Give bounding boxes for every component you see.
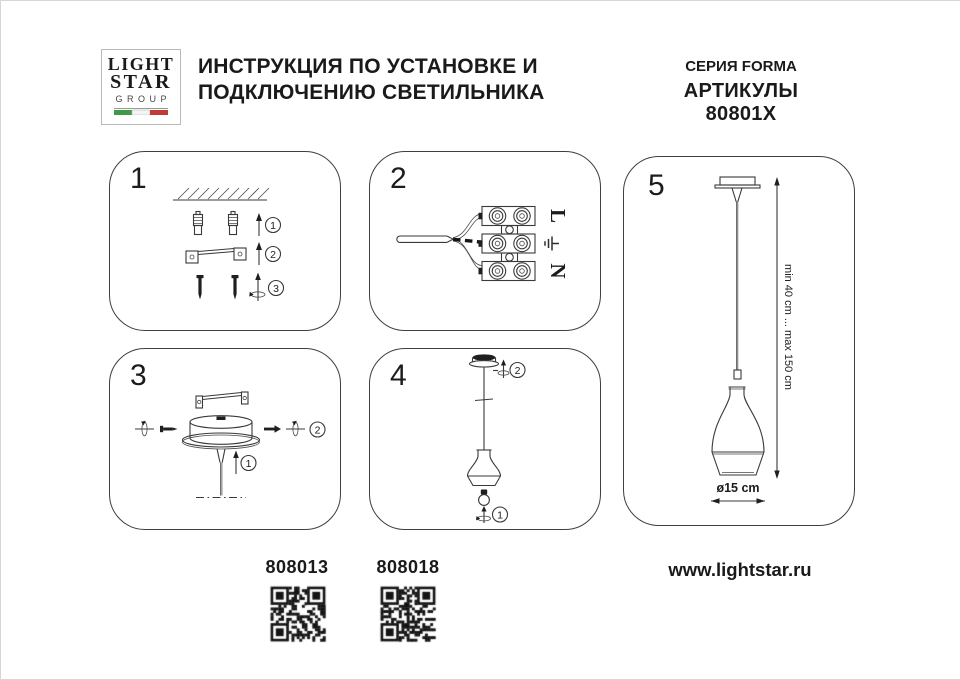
- step-4-illustration: [370, 349, 600, 529]
- svg-text:1: 1: [497, 509, 503, 522]
- step-number-2: 2: [390, 162, 407, 195]
- neutral-terminal-label: N: [546, 263, 570, 279]
- pendant-lamp-icon: [712, 177, 764, 475]
- svg-text:2: 2: [514, 364, 521, 377]
- wire-break-mark: [475, 399, 493, 401]
- step-2-illustration: [370, 152, 600, 330]
- height-dimension-arrow: [774, 177, 779, 479]
- step-number-4: 4: [390, 359, 407, 392]
- step-badge-1: [266, 218, 281, 233]
- suspension-wire-icon: [217, 449, 225, 496]
- step-panel-3: [109, 348, 341, 530]
- bulb-icon: [479, 490, 490, 506]
- step-panel-5: [623, 156, 855, 526]
- arrow-up-icon: [233, 451, 239, 475]
- articles-label: АРТИКУЛЫ 80801X: [683, 80, 799, 125]
- screw-icon: [232, 275, 239, 300]
- screw-icon: [160, 426, 178, 432]
- page-title: [198, 54, 545, 106]
- italian-flag-icon: [114, 108, 168, 115]
- qr-code-left: [268, 584, 328, 644]
- rotate-screw-icon: [249, 273, 265, 302]
- step-number-3: 3: [130, 359, 147, 392]
- step-panel-2: [369, 151, 601, 331]
- logo-word-group: GROUP: [115, 94, 171, 104]
- step-3-illustration: [110, 349, 340, 529]
- mounting-bracket-icon: [186, 248, 246, 263]
- svg-text:2: 2: [270, 248, 276, 261]
- rotate-screw-icon: [286, 421, 305, 436]
- line-terminal-label: L: [546, 208, 570, 224]
- arrow-up-icon: [256, 213, 262, 236]
- step-badge-2: [310, 422, 325, 437]
- svg-text:1: 1: [270, 219, 276, 232]
- arrow-right-icon: [264, 425, 281, 433]
- qr-code-right: [378, 584, 438, 644]
- rotate-screw-icon: [135, 421, 154, 436]
- step-badge-1: [493, 507, 508, 522]
- earth-icon: [545, 237, 559, 251]
- step-5-illustration: [624, 157, 854, 525]
- terminal-block-icon: [479, 207, 536, 281]
- wall-anchor-icon: [229, 212, 238, 235]
- rotate-screw-icon: [476, 506, 491, 523]
- screw-icon: [197, 275, 204, 300]
- article-number-right: 808018: [376, 557, 440, 577]
- arrow-up-icon: [256, 242, 262, 265]
- step-number-1: 1: [130, 162, 147, 195]
- step-1-illustration: [110, 152, 340, 330]
- wall-anchor-icon: [194, 212, 203, 235]
- svg-text:1: 1: [245, 457, 252, 470]
- step-panel-4: [369, 348, 601, 530]
- canopy-icon: [183, 416, 260, 449]
- canopy-icon: [470, 354, 499, 367]
- terminal-screw-icon: [489, 208, 530, 279]
- diameter-dimension-label: ø15 cm: [716, 481, 760, 495]
- svg-text:3: 3: [273, 282, 279, 295]
- lamp-shade-icon: [468, 450, 501, 486]
- height-dimension-label: min 40 cm ... max 150 cm: [782, 264, 794, 390]
- series-label: СЕРИЯ FORMA: [685, 58, 797, 75]
- step-badge-2: [266, 247, 281, 262]
- lightstar-logo: [101, 49, 181, 125]
- step-panel-1: [109, 151, 341, 331]
- step-badge-3: [269, 281, 284, 296]
- website-label: www.lightstar.ru: [668, 559, 812, 580]
- cable-icon: [397, 214, 482, 270]
- article-number-left: 808013: [265, 557, 329, 577]
- mounting-bracket-icon: [196, 392, 248, 408]
- diameter-dimension-arrow: [711, 498, 765, 503]
- step-badge-1: [241, 456, 256, 471]
- page-title-line1: ИНСТРУКЦИЯ ПО УСТАНОВКЕ И: [198, 55, 538, 78]
- step-badge-2: [510, 363, 525, 378]
- step-number-5: 5: [648, 169, 665, 202]
- series-block: [655, 58, 827, 126]
- svg-text:2: 2: [314, 424, 321, 437]
- logo-word-light: LIGHT: [107, 54, 175, 74]
- ceiling-hatch-icon: [173, 188, 269, 200]
- logo-word-star: STAR: [110, 71, 172, 93]
- page-title-line2: ПОДКЛЮЧЕНИЮ СВЕТИЛЬНИКА: [198, 81, 545, 104]
